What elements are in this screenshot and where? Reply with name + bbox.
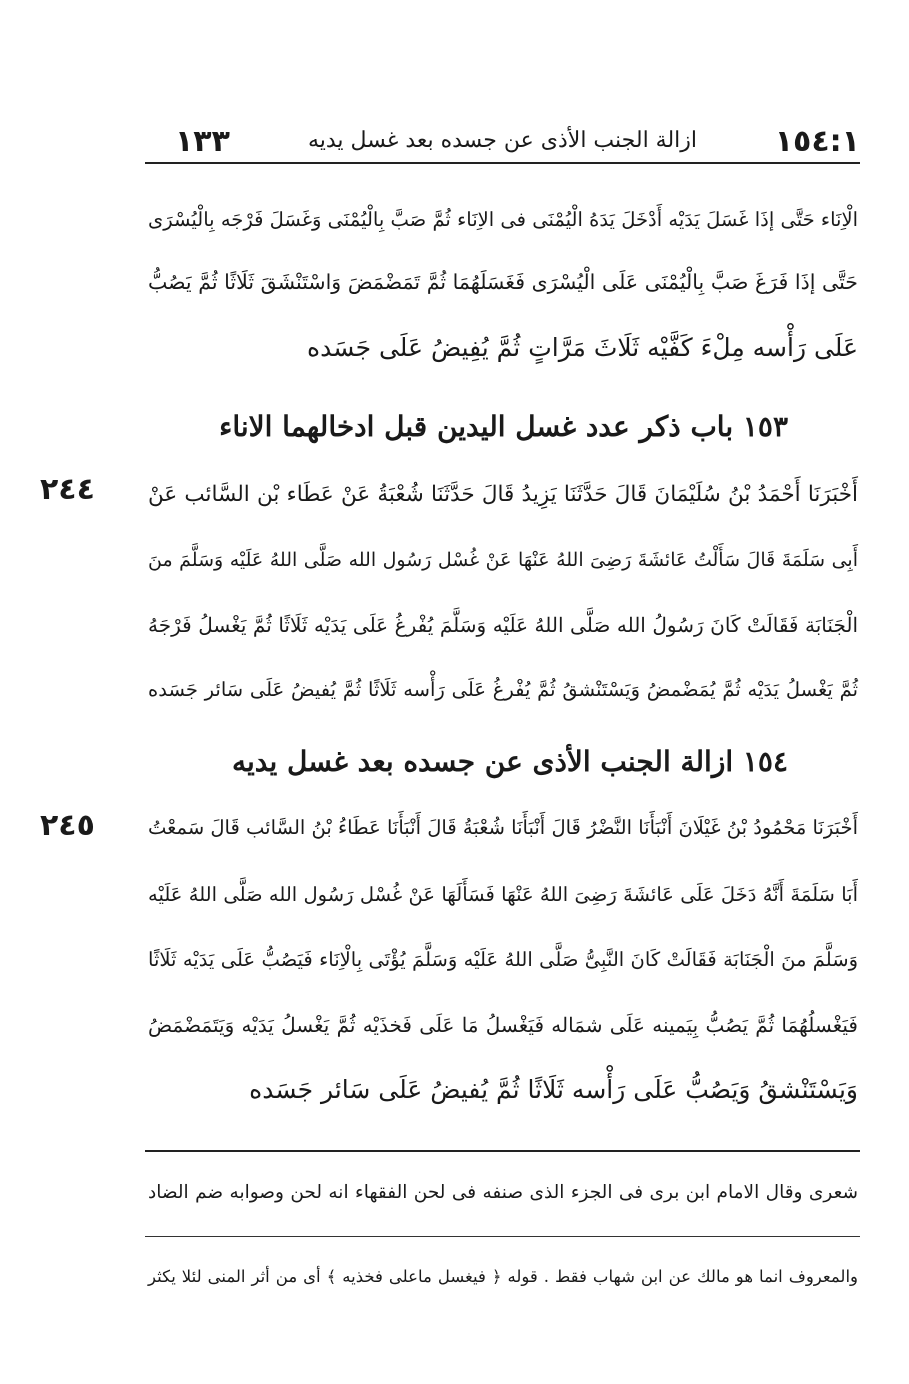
footnote-line: شعرى وقال الامام ابن برى فى الجزء الذى صنفه فى لحن الفقهاء انه لحن وصوابه ضم الضاد [148, 1182, 858, 1203]
hadith-line: وَيَسْتَنْشقُ وَيَصُبُّ عَلَى رَأْسه ثَلَاثًا ثُمَّ يُفيضُ عَلَى سَائر جَسَده [249, 1075, 858, 1104]
hadith-line: الْجَنَابَة فَقَالَتْ كَانَ رَسُولُ الله صَلَّى اللهُ عَلَيْه وَسَلَّمَ يُفْرغُ عَلَى يَدَيْه ثَلَاثًا ثُمَّ يَغْسلُ فَرْجَهُ [148, 613, 858, 637]
page-header [145, 118, 860, 162]
footnote-line: والمعروف انما هو مالك عن ابن شهاب فقط . قوله ﴿ فيغسل ماعلى فخذيه ﴾ أى من أثر المنى لئلا يكثر [148, 1267, 858, 1286]
hadith-line: وَسَلَّمَ منَ الْجَنَابَة فَقَالَتْ كَانَ النَّبِىُّ صَلَّى اللهُ عَلَيْه وَسَلَّمَ يُؤْتَى بِالْاِنَاء فَيَصُبُّ عَلَى يَدَيْه ثَلَاثًا [148, 948, 858, 971]
chapter-reference: ١٥٤:١ [774, 124, 860, 159]
hadith-line: فَيَغْسلُهُمَا ثُمَّ يَصُبُّ بِيَمينه عَلَى شمَاله فَيَغْسلُ مَا عَلَى فَخذَيْه ثُمَّ يَغْسلُ يَدَيْه وَيَتَمَضْمَضُ [148, 1013, 858, 1037]
intro-line: الْاِنَاء حَتَّى إذَا غَسَلَ يَدَيْه أَدْخَلَ يَدَهُ الْيُمْنَى فى الاِنَاء ثُمَّ صَبَّ بِالْيُمْنَى وَغَسَلَ فَرْجَه بِالْيُسْرَى [148, 208, 858, 231]
intro-line: عَلَى رَأْسه مِلْءَ كَفَّيْه ثَلَاثَ مَرَّاتٍ ثُمَّ يُفِيضُ عَلَى جَسَده [307, 333, 858, 362]
page-number: ١٣٣ [175, 124, 230, 159]
footnote-divider [145, 1150, 860, 1152]
hadith-line: أَبَا سَلَمَةَ أَنَّهُ دَخَلَ عَلَى عَائشَةَ رَضِىَ اللهُ عَنْهَا فَسَأَلَهَا عَنْ غُسْل رَسُول الله صَلَّى اللهُ عَلَيْه [148, 883, 858, 906]
footnote-separator [145, 1236, 860, 1237]
hadith-line: أَخْبَرَنَا مَحْمُودُ بْنُ غَيْلَانَ أَنْبَأَنَا النَّضْرُ قَالَ أَنْبَأَنَا شُعْبَةُ قَالَ أَنْبَأَنَا عَطَاءُ بْنُ السَّائب قَالَ سَمعْتُ [148, 816, 858, 839]
hadith-line: أَبِى سَلَمَةَ قَالَ سَأَلْتُ عَائشَةَ رَضِىَ اللهُ عَنْهَا عَنْ غُسْل رَسُول الله صَلَّى اللهُ عَلَيْه وَسَلَّمَ منَ [148, 549, 858, 571]
hadith-line: ثُمَّ يَغْسلُ يَدَيْه ثُمَّ يُمَضْمضُ وَيَسْتَنْشقُ ثُمَّ يُفْرغُ عَلَى رَأْسه ثَلَاثًا ثُمَّ يُفيضُ عَلَى سَائر جَسَده [148, 678, 858, 701]
section-heading: ١٥٣ باب ذكر عدد غسل اليدين قبل ادخالهما الاناء [219, 410, 788, 443]
running-title: ازالة الجنب الأذى عن جسده بعد غسل يديه [307, 128, 698, 153]
hadith-number: ٢٤٥ [40, 808, 95, 843]
header-rule [145, 162, 860, 164]
hadith-number: ٢٤٤ [40, 472, 95, 507]
section-heading: ١٥٤ ازالة الجنب الأذى عن جسده بعد غسل يديه [232, 745, 788, 778]
intro-line: حَتَّى إذَا فَرَغَ صَبَّ بِالْيُمْنَى عَلَى الْيُسْرَى فَغَسَلَهُمَا ثُمَّ تَمَضْمَضَ وَاسْتَنْشَقَ ثَلَاثًا ثُمَّ يَصُبُّ [148, 270, 858, 294]
hadith-line: أَخْبَرَنَا أَحْمَدُ بْنُ سُلَيْمَانَ قَالَ حَدَّثَنَا يَزِيدُ قَالَ حَدَّثَنَا شُعْبَةُ عَنْ عَطَاء بْن السَّائب عَنْ [148, 482, 858, 507]
